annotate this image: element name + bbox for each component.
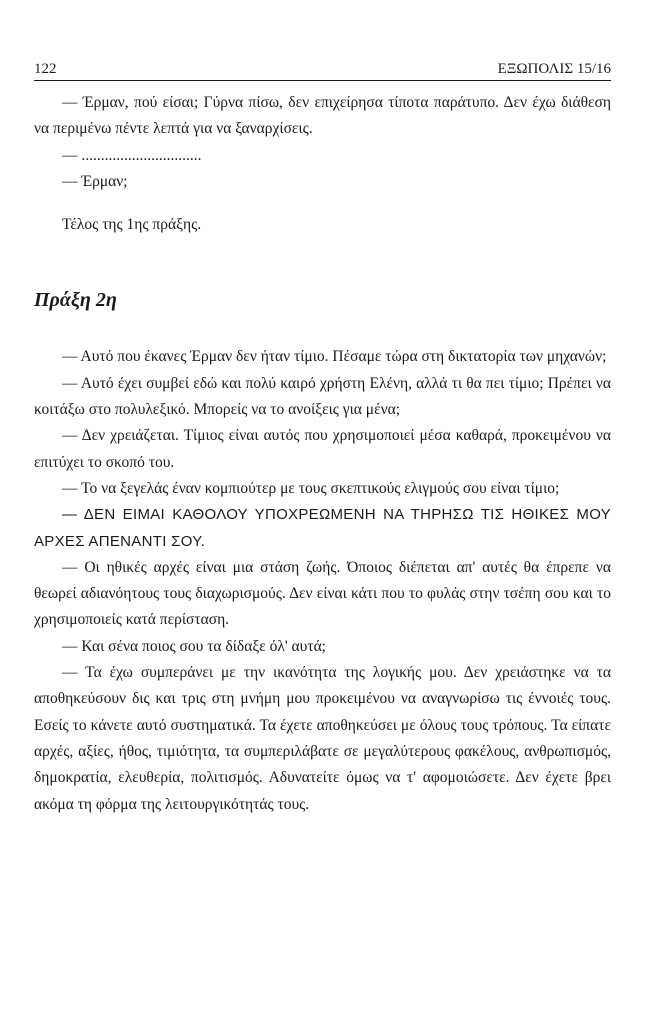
dialogue-paragraph: — Αυτό έχει συμβεί εδώ και πολύ καιρό χρήστη Ελένη, αλλά τι θα πει τίμιο; Πρέπει να κοιτάξω στο πολυλεξικό. Μπορείς να το ανοίξεις για μένα; (34, 374, 611, 419)
page-body (34, 90, 611, 818)
dialogue-paragraph: — Και σένα ποιος σου τα δίδαξε όλ' αυτά; (62, 637, 326, 655)
dialogue-paragraph: — Δεν χρειάζεται. Τίμιος είναι αυτός που χρησιμοποιεί μέσα καθαρά, προκειμένου να επιτύχει το σκοπό του. (34, 427, 611, 471)
end-of-act-note: Τέλος της 1ης πράξης. (62, 216, 202, 234)
dialogue-paragraph: — Οι ηθικές αρχές είναι μια στάση ζωής. Όποιος διέπεται απ' αυτές θα έπρεπε να θεωρεί αδιανόητους τους διαχωρισμούς. Δεν είναι κάτι που το φυλάς στην τσέπη σου και το χρησιμοποιείς κατά περίσταση. (34, 558, 611, 629)
dialogue-ellipsis: — ............................... (62, 146, 202, 164)
dialogue-paragraph-caps: — ΔΕΝ ΕΙΜΑΙ ΚΑΘΟΛΟΥ ΥΠΟΧΡΕΩΜΕΝΗ ΝΑ ΤΗΡΗΣΩ ΤΙΣ ΗΘΙΚΕΣ ΜΟΥ ΑΡΧΕΣ ΑΠΕΝΑΝΤΙ ΣΟΥ. (34, 506, 611, 550)
page-number: 122 (34, 61, 57, 77)
running-header (34, 60, 611, 81)
dialogue-paragraph: — Αυτό που έκανες Έρμαν δεν ήταν τίμιο. Πέσαμε τώρα στη δικτατορία των μηχανών; (62, 348, 607, 366)
dialogue-paragraph: — Έρμαν; (62, 172, 128, 190)
act-heading: Πράξη 2η (34, 289, 117, 312)
running-title: ΕΞΩΠΟΛΙΣ 15/16 (497, 61, 611, 77)
dialogue-paragraph: — Τα έχω συμπεράνει με την ικανότητα της λογικής μου. Δεν χρειάστηκε να τα αποθηκεύσουν δις και τρις στη μνήμη μου προκειμένου να αναγνωρίσω τις έννοιές τους. Εσείς το κάνετε αυτό συστηματικά. Τα έχετε αποθηκεύσει με όλους τους τρόπους. Τα είπατε αρχές, αξίες, ήθος, τιμιότητα, τα συμπεριλάβατε σε μεγαλύτερους φακέλους, ανθρωπισμός, δημοκρατία, ελευθερία, πολιτισμός. Αδυνατείτε όμως να τ' αφομοιώσετε. Δεν έχετε βρει ακόμα τη φόρμα της λειτουργικότητάς τους. (34, 664, 611, 813)
dialogue-paragraph: — Το να ξεγελάς έναν κομπιούτερ με τους σκεπτικούς ελιγμούς σου είναι τίμιο; (62, 479, 560, 497)
dialogue-paragraph: — Έρμαν, πού είσαι; Γύρνα πίσω, δεν επιχείρησα τίποτα παράτυπο. Δεν έχω διάθεση να περιμένω πέντε λεπτά για να ξαναρχίσεις. (34, 94, 611, 138)
